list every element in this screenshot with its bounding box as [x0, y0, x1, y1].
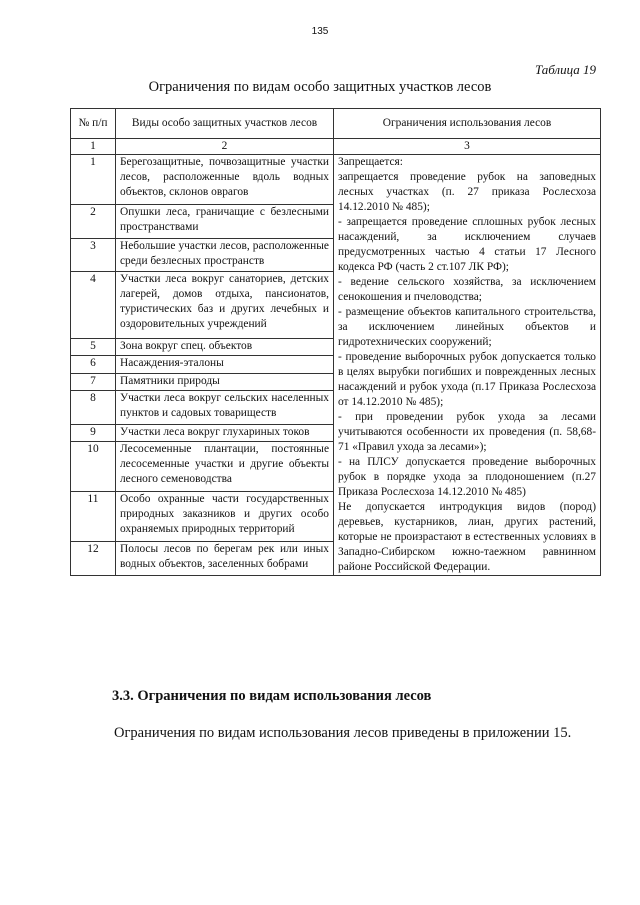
row-number: 8	[71, 390, 116, 424]
table-title: Ограничения по видам особо защитных участков лесов	[148, 79, 492, 95]
area-type: Участки леса вокруг санаториев, детских лагерей, домов отдыха, пансионатов, туристических баз и других лечебных и оздоровительных учреждений	[116, 272, 334, 338]
header-number-2: 2	[116, 139, 334, 155]
area-type: Насаждения-эталоны	[116, 356, 334, 373]
row-number: 6	[71, 356, 116, 373]
area-type: Небольшие участки лесов, расположенные среди безлесных пространств	[116, 238, 334, 272]
row-number: 12	[71, 542, 116, 576]
restriction-item: - при проведении рубок ухода за лесами учитываются особенности их проведения (п. 58,68-71 «Правил ухода за лесами»);	[338, 411, 596, 453]
header-number-3: 3	[334, 139, 601, 155]
row-number: 2	[71, 205, 116, 239]
header-type: Виды особо защитных участков лесов	[116, 109, 334, 139]
table-label: Таблица 19	[534, 62, 596, 77]
restriction-item: - проведение выборочных рубок допускается только в целях вырубки погибших и поврежденных лесных насаждений и рубок ухода (п.17 Приказа Рослесхоза от 14.12.2010 № 485);	[338, 351, 596, 408]
table-header-row	[71, 109, 601, 139]
body-paragraph: Ограничения по видам использования лесов приведены в приложении 15.	[114, 725, 572, 741]
restrictions-cell	[334, 155, 601, 576]
restrictions-table	[70, 108, 601, 576]
row-number: 4	[71, 272, 116, 338]
row-number: 1	[71, 155, 116, 205]
table-row	[71, 155, 601, 205]
restriction-item: - запрещается проведение сплошных рубок лесных насаждений, за исключением случаев предусмотренных частью 4 статьи 17 Лесного кодекса РФ (часть 2 ст.107 ЛК РФ);	[338, 216, 596, 273]
area-type: Зона вокруг спец. объектов	[116, 338, 334, 355]
area-type: Берегозащитные, почвозащитные участки лесов, расположенные вдоль водных объектов, склонов оврагов	[116, 155, 334, 205]
restriction-item: запрещается проведение рубок на заповедных лесных участках (п. 27 приказа Рослесхоза 14.12.2010 № 485);	[338, 171, 596, 213]
section-heading: 3.3. Ограничения по видам использования лесов	[112, 688, 432, 704]
row-number: 7	[71, 373, 116, 390]
row-number: 11	[71, 492, 116, 542]
header-numbers-row	[71, 139, 601, 155]
row-number: 3	[71, 238, 116, 272]
area-type: Особо охранные части государственных природных заказников и других особо охраняемых природных территорий	[116, 492, 334, 542]
area-type: Участки леса вокруг сельских населенных пунктов и садовых товариществ	[116, 390, 334, 424]
header-number-1: 1	[71, 139, 116, 155]
page-number: 135	[311, 26, 329, 37]
row-number: 5	[71, 338, 116, 355]
restriction-item: Запрещается:	[338, 156, 403, 168]
header-num: № п/п	[71, 109, 116, 139]
area-type: Памятники природы	[116, 373, 334, 390]
area-type: Полосы лесов по берегам рек или иных водных объектов, заселенных бобрами	[116, 542, 334, 576]
row-number: 10	[71, 442, 116, 492]
restriction-item: - ведение сельского хозяйства, за исключением сенокошения и пчеловодства;	[338, 276, 596, 303]
restriction-item: Не допускается интродукция видов (пород) деревьев, кустарников, лиан, других растений, которые не произрастают в естественных условиях в Западно-Сибирском южно-таежном равнинном районе Российской Федерации.	[338, 501, 596, 573]
header-restrictions: Ограничения использования лесов	[334, 109, 601, 139]
restriction-item: - размещение объектов капитального строительства, за исключением линейных объектов и гидротехнических сооружений;	[338, 306, 596, 348]
row-number: 9	[71, 424, 116, 441]
area-type: Лесосеменные плантации, постоянные лесосеменные участки и другие объекты лесного семеноводства	[116, 442, 334, 492]
area-type: Участки леса вокруг глухариных токов	[116, 424, 334, 441]
restriction-item: - на ПЛСУ допускается проведение выборочных рубок в порядке ухода за плодоношением (п.27 Приказа Рослесхоза 14.12.2010 № 485)	[338, 456, 596, 498]
area-type: Опушки леса, граничащие с безлесными пространствами	[116, 205, 334, 239]
